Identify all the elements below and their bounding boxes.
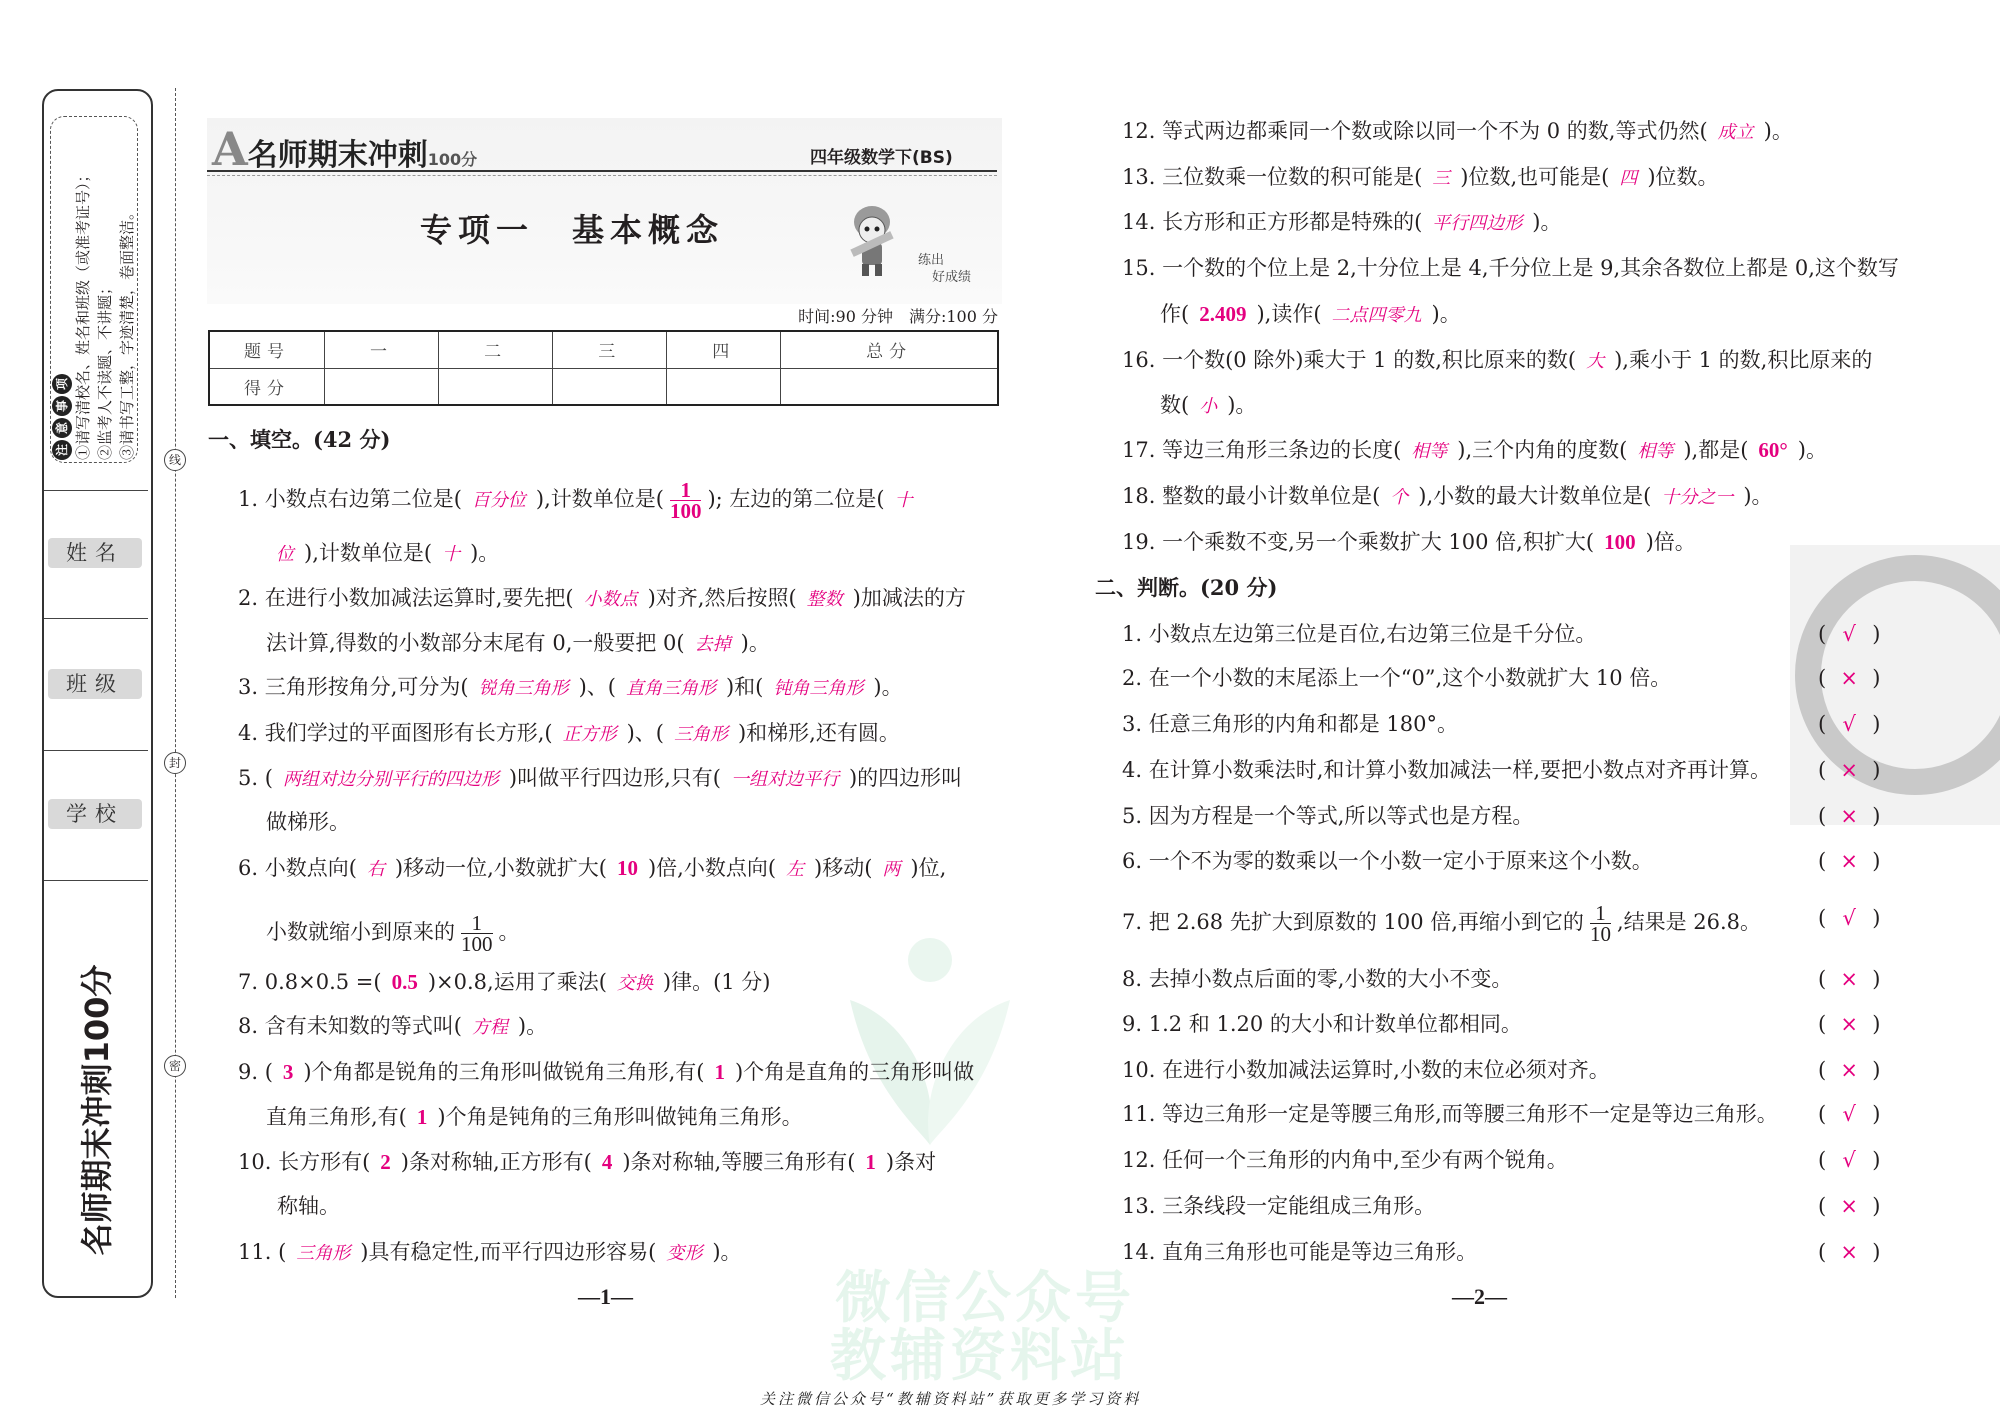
question-text: )移动( [814,856,873,880]
watermark-wechat: 微信公众号 [835,1266,1135,1331]
cross-mark-icon: × [1840,1240,1858,1264]
question-text: 7. 0.8×0.5 =( [238,970,382,994]
question-text: 11. 等边三角形一定是等腰三角形,而等腰三角形不一定是等边三角形。 [1122,1102,1778,1126]
answer-text: 方程 [471,1017,508,1038]
fraction-denominator: 100 [461,932,493,956]
page-title: 专项一 基本概念 [420,211,725,249]
motto [918,252,971,286]
question-text: )条对称轴,等腰三角形有( [622,1150,856,1174]
question-line [1160,299,1461,331]
question-text: ,结果是 26.8。 [1616,910,1762,934]
answer-text: 三角形 [296,1243,351,1264]
question-text: 13. 三条线段一定能组成三角形。 [1122,1194,1436,1218]
answer-text: 相等 [1637,441,1674,462]
question-text: ); 左边的第二位是( [707,487,885,511]
judgment-answer: ( √ ) [1818,619,1880,649]
exam-notes [50,116,138,463]
notes-title [50,120,72,460]
answer-text: 锐角三角形 [478,678,569,699]
question-text: )对齐,然后按照( [647,586,797,610]
judgment-item [1122,801,1533,831]
question-text: )加减法的方 [852,586,966,610]
question-text: ),读作( [1256,302,1322,326]
mascot-icon [842,200,902,280]
judgment-answer: ( √ ) [1818,1145,1880,1175]
answer-number: 1 [865,1150,876,1174]
question-text: 4. 我们学过的平面图形有长方形,( [238,721,553,745]
question-text: 2. 在一个小数的末尾添上一个“0”,这个小数就扩大 10 倍。 [1122,666,1672,690]
judgment-answer: ( √ ) [1818,709,1880,739]
question-text: )具有稳定性,而平行四边形容易( [360,1240,657,1264]
answer-number: 2 [380,1150,391,1174]
fraction-denominator: 10 [1589,922,1611,946]
question-text: )。 [1431,302,1461,326]
question-line [238,583,966,615]
answer-text: 成立 [1717,122,1754,143]
question-text: 9. 1.2 和 1.20 的大小和计数单位都相同。 [1122,1012,1522,1036]
question-line [266,913,520,954]
judgment-answer: ( × ) [1818,1237,1880,1267]
notes-title-char: 项 [52,374,72,394]
question-text: 2. 在进行小数加减法运算时,要先把( [238,586,574,610]
question-line [1122,527,1696,557]
answer-text: 十分之一 [1661,487,1734,508]
answer-text: 小 [1199,396,1218,417]
check-mark-icon: √ [1842,712,1856,736]
judgment-answer: ( × ) [1818,964,1880,994]
name-field-label: 姓名 [48,538,142,568]
question-text: )个角都是锐角的三角形叫做锐角三角形,有( [303,1060,705,1084]
question-line [238,967,771,999]
question-text: 小数就缩小到原来的 [266,920,455,944]
fraction-numerator: 1 [1595,901,1606,925]
answer-number: 0.5 [391,970,418,994]
notes-title-char: 注 [52,440,72,460]
question-line [1122,253,1899,283]
logo-suffix: 100分 [427,150,478,169]
question-text: ),都是( [1683,438,1749,462]
answer-number: 100 [1604,530,1636,554]
watermark-site: 教辅资料站 [830,1324,1130,1389]
answer-text: 右 [366,859,385,880]
answer-text: 平行四边形 [1432,213,1523,234]
question-line [277,1191,340,1221]
question-text: 12. 任何一个三角形的内角中,至少有两个锐角。 [1122,1148,1568,1172]
motto-line: 练出 [918,253,945,268]
question-text: 16. 一个数(0 除外)乘大于 1 的数,积比原来的数( [1122,348,1577,372]
question-text: 称轴。 [277,1194,340,1218]
table-header-cell: 二 [439,331,553,368]
question-text: )位数。 [1647,165,1719,189]
question-text: )位数,也可能是( [1460,165,1610,189]
cross-mark-icon: × [1840,804,1858,828]
judgment-item [1122,1145,1568,1175]
question-line [238,763,962,795]
question-text: )的四边形叫 [848,766,963,790]
answer-text: 钝角三角形 [773,678,864,699]
judgment-item [1122,755,1771,785]
judgment-item [1122,663,1671,693]
table-row [209,331,998,368]
question-line [1122,116,1793,148]
brand-logo-text: 名师期末冲刺100分 [78,964,116,1256]
judgment-answer: ( × ) [1818,1191,1880,1221]
question-text: 1. 小数点左边第三位是百位,右边第三位是千分位。 [1122,622,1597,646]
note-3: ③请书写工整，字迹清楚，卷面整洁。 [118,204,136,460]
question-text: )。 [1532,210,1562,234]
divider [44,490,148,491]
brand-logo-vertical [50,945,140,1275]
question-text: 13. 三位数乘一位数的积可能是( [1122,165,1423,189]
question-text: )和梯形,还有圆。 [737,721,900,745]
question-text: )和( [725,675,764,699]
question-text: 11. ( [238,1240,287,1264]
question-text: 18. 整数的最小计数单位是( [1122,484,1381,508]
answer-text: 一组对边平行 [730,769,839,790]
divider [44,880,148,881]
cross-mark-icon: × [1840,967,1858,991]
answer-text: 左 [786,859,805,880]
table-header-cell: 四 [667,331,781,368]
question-text: )。 [517,1014,548,1038]
header-rule [207,170,997,172]
answer-text: 个 [1390,487,1409,508]
answer-text: 二点四零九 [1331,305,1422,326]
answer-number: 60° [1758,438,1788,462]
judgment-answer: ( × ) [1818,755,1880,785]
question-text: )×0.8,运用了乘法( [427,970,607,994]
question-line [238,1237,742,1269]
question-text: )叫做平行四边形,只有( [508,766,721,790]
question-text: )。 [873,675,903,699]
judgment-item [1122,903,1761,944]
judgment-item [1122,1009,1522,1039]
question-line [238,853,946,885]
judgment-item [1122,709,1458,739]
cross-mark-icon: × [1840,1058,1858,1082]
logo-a-icon: A [212,122,248,176]
table-header-cell: 题号 [209,331,325,368]
question-line [1160,390,1256,422]
question-text: )。 [712,1240,742,1264]
question-text: 10. 在进行小数加减法运算时,小数的末位必须对齐。 [1122,1058,1610,1082]
answer-text: 正方形 [562,724,617,745]
question-line [266,538,499,570]
question-text: ),计数单位是( [304,541,433,565]
score-cell[interactable] [553,368,667,405]
question-text: )、( [626,721,664,745]
answer-text: 去掉 [694,634,731,655]
cut-line [175,88,176,1298]
judgment-answer: ( √ ) [1818,903,1880,933]
question-text: 14. 长方形和正方形都是特殊的( [1122,210,1423,234]
question-text: )。 [1797,438,1827,462]
question-line [238,1057,974,1087]
judgment-answer: ( √ ) [1818,1099,1880,1129]
school-field-label: 学校 [48,799,142,829]
page-number: —1— [578,1284,633,1309]
brand-logo [212,122,477,176]
answer-text: 四 [1619,168,1638,189]
judgment-item [1122,1099,1778,1129]
answer-text: 整数 [806,589,843,610]
question-text: 10. 长方形有( [238,1150,371,1174]
question-text: 3. 任意三角形的内角和都是 180°。 [1122,712,1458,736]
question-line [238,672,903,704]
judgment-item [1122,1237,1477,1267]
question-text: 1. 小数点右边第二位是( [238,487,462,511]
question-text: 法计算,得数的小数部分末尾有 0,一般要把 0( [266,631,685,655]
question-text: 17. 等边三角形三条边的长度( [1122,438,1402,462]
note-1: ①请写清校名、姓名和班级（或准考证号）； [74,166,92,460]
note-2: ②监考人不读题、不讲题； [96,279,114,460]
question-text: 19. 一个乘数不变,另一个乘数扩大 100 倍,积扩大( [1122,530,1595,554]
judgment-answer: ( × ) [1818,663,1880,693]
answer-text: 交换 [616,973,653,994]
notes-title-char: 意 [52,418,72,438]
question-line [1122,207,1561,239]
answer-number: 4 [601,1150,613,1174]
question-text: 8. 去掉小数点后面的零,小数的大小不变。 [1122,967,1513,991]
question-text: )。 [1743,484,1773,508]
leaf-watermark-icon [830,930,1030,1150]
question-line [1122,481,1773,513]
question-line [238,718,900,750]
question-text: 9. ( [238,1060,273,1084]
judgment-answer: ( × ) [1818,1055,1880,1085]
class-field-label: 班级 [48,669,142,699]
fraction-numerator: 1 [471,911,482,935]
question-text: ),计数单位是( [535,487,664,511]
answer-text: 三 [1432,168,1451,189]
question-text: 。 [498,920,520,944]
question-line [266,1102,803,1132]
divider [44,750,148,751]
subject-label: 四年级数学下(BS) [810,148,953,168]
question-line [1122,162,1719,194]
fraction [461,913,493,954]
question-line [238,1011,547,1043]
section1-title: 一、填空。(42 分) [208,427,391,452]
question-text: )。 [740,631,770,655]
check-mark-icon: √ [1842,906,1856,930]
question-text: 数( [1160,393,1190,417]
answer-number: 10 [616,856,638,880]
question-line [238,1147,936,1177]
question-text: )、( [578,675,616,699]
question-text: )位, [910,856,947,880]
question-text: ),三个内角的度数( [1457,438,1628,462]
judgment-item [1122,846,1653,876]
question-text: )。 [470,541,500,565]
question-text: 14. 直角三角形也可能是等边三角形。 [1122,1240,1478,1264]
seal-mark: 封 [164,752,186,774]
question-text: )倍。 [1645,530,1696,554]
answer-fraction [670,480,702,521]
question-text: 做梯形。 [266,810,350,834]
score-cell[interactable] [667,368,781,405]
question-text: 5. 因为方程是一个等式,所以等式也是方程。 [1122,804,1534,828]
motto-line: 好成绩 [932,270,972,285]
table-header-cell: 三 [553,331,667,368]
judgment-item [1122,964,1512,994]
answer-text: 十 [442,544,461,565]
seal-mark: 密 [164,1055,186,1077]
score-label-cell: 得分 [209,368,325,405]
question-text: 8. 含有未知数的等式叫( [238,1014,462,1038]
question-line [238,480,923,521]
answer-text: 大 [1586,351,1605,372]
footer-note: 关注微信公众号“教辅资料站”获取更多学习资料 [760,1390,1142,1408]
answer-text: 位 [276,544,294,565]
section2-title: 二、判断。(20 分) [1095,575,1278,600]
question-text: )。 [1227,393,1257,417]
score-table [208,330,999,406]
score-cell[interactable] [325,368,439,405]
question-text: 直角三角形,有( [266,1105,407,1129]
cross-mark-icon: × [1840,849,1858,873]
score-cell[interactable] [439,368,553,405]
answer-number: 2.409 [1199,302,1247,326]
seal-mark: 线 [164,449,186,471]
check-mark-icon: √ [1842,1102,1856,1126]
question-text: )条对 [885,1150,937,1174]
question-text: 15. 一个数的个位上是 2,十分位上是 4,千分位上是 9,其余各数位上都是 0,这个数写 [1122,256,1899,280]
answer-text: 相等 [1411,441,1448,462]
answer-text: 三角形 [673,724,728,745]
judgment-answer: ( × ) [1818,1009,1880,1039]
judgment-answer: ( × ) [1818,801,1880,831]
judgment-item [1122,1191,1435,1221]
divider [44,618,148,619]
cross-mark-icon: × [1840,666,1858,690]
cross-mark-icon: × [1840,758,1858,782]
judgment-item [1122,619,1596,649]
page-number: —2— [1452,1284,1507,1309]
question-text: 6. 一个不为零的数乘以一个小数一定小于原来这个小数。 [1122,849,1653,873]
question-text: )。 [1763,119,1793,143]
table-header-cell: 总分 [781,331,998,368]
exam-time-score: 时间:90 分钟 满分:100 分 [798,307,998,326]
fraction-denominator: 100 [669,499,702,523]
logo-text: 名师期末冲刺 [247,138,428,173]
table-header-cell: 一 [325,331,439,368]
question-line [1122,345,1872,377]
question-line [1122,435,1827,467]
question-text: 3. 三角形按角分,可分为( [238,675,469,699]
check-mark-icon: √ [1842,1148,1856,1172]
question-text: )个角是直角的三角形叫做 [734,1060,975,1084]
question-text: 7. 把 2.68 先扩大到原数的 100 倍,再缩小到它的 [1122,910,1584,934]
question-line [266,807,350,837]
judgment-item [1122,1055,1610,1085]
question-text: ),乘小于 1 的数,积比原来的 [1614,348,1873,372]
fraction [1590,903,1611,944]
question-text: )条对称轴,正方形有( [400,1150,592,1174]
answer-text: 变形 [666,1243,703,1264]
question-text: )个角是钝角的三角形叫做钝角三角形。 [437,1105,803,1129]
answer-text: 小数点 [583,589,638,610]
question-text: 12. 等式两边都乘同一个数或除以同一个不为 0 的数,等式仍然( [1122,119,1708,143]
question-text: 作( [1160,302,1190,326]
question-text: 6. 小数点向( [238,856,357,880]
answer-number: 1 [416,1105,428,1129]
notes-title-char: 事 [52,396,72,416]
answer-text: 直角三角形 [625,678,716,699]
answer-number: 1 [714,1060,725,1084]
cross-mark-icon: × [1840,1012,1858,1036]
answer-text: 两组对边分别平行的四边形 [282,769,499,790]
question-text: )移动一位,小数就扩大( [394,856,607,880]
answer-text: 百分位 [471,490,526,511]
question-text: )律。(1 分) [662,970,771,994]
question-text: ),小数的最大计数单位是( [1418,484,1652,508]
answer-text: 十 [894,490,913,511]
check-mark-icon: √ [1842,622,1856,646]
question-text: )倍,小数点向( [647,856,777,880]
fraction-numerator: 1 [680,478,691,502]
table-row [209,368,998,405]
header-rule-dashed [207,175,997,176]
question-line [266,628,770,660]
question-text: 5. ( [238,766,273,790]
question-text: 4. 在计算小数乘法时,和计算小数加减法一样,要把小数点对齐再计算。 [1122,758,1772,782]
score-cell[interactable] [781,368,998,405]
answer-text: 两 [882,859,901,880]
answer-number: 3 [282,1060,294,1084]
judgment-answer: ( × ) [1818,846,1880,876]
cross-mark-icon: × [1840,1194,1858,1218]
